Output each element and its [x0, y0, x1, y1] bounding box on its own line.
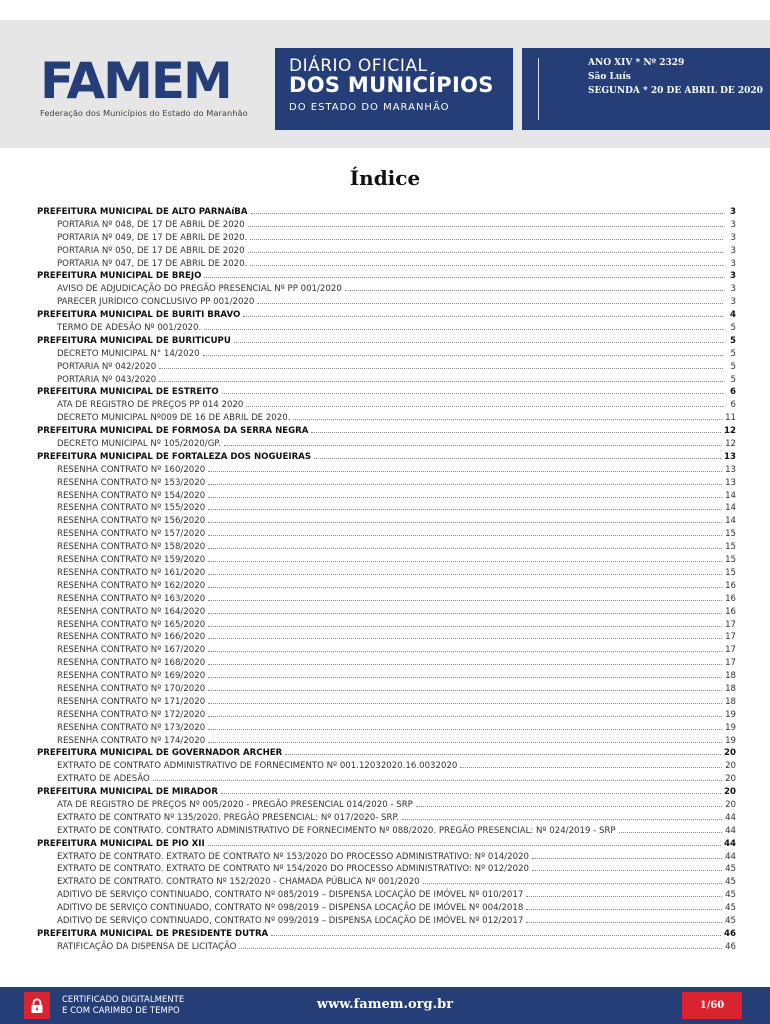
toc-page-number: 45 — [725, 890, 736, 901]
website-link[interactable]: www.famem.org.br — [316, 997, 454, 1012]
toc-section-label: PREFEITURA MUNICIPAL DE ESTREITO — [37, 387, 219, 398]
toc-entry-label: EXTRATO DE CONTRATO. CONTRATO ADMINISTRATIVO DE FORNECIMENTO Nº 088/2020. PREGÃO PRESENCIAL: Nº 024/2019 - SRP — [57, 825, 616, 836]
dot-leader — [208, 722, 722, 730]
toc-entry-label: RESENHA CONTRATO Nº 158/2020 — [57, 542, 206, 553]
dot-leader — [208, 477, 722, 485]
dot-leader — [208, 580, 722, 588]
toc-page-number: 20 — [724, 748, 736, 759]
toc-page-number: 15 — [725, 542, 736, 553]
toc-entry-label: RESENHA CONTRATO Nº 167/2020 — [57, 645, 206, 656]
dot-leader — [423, 876, 723, 884]
toc-page-number: 5 — [730, 374, 736, 385]
toc-page-number: 20 — [724, 787, 736, 798]
famem-logo — [40, 52, 250, 118]
logo-subtitle: Federação dos Municípios do Estado do Maranhão — [40, 108, 248, 118]
toc-page-number: 19 — [725, 722, 736, 733]
dot-leader — [208, 528, 722, 536]
dot-leader — [402, 812, 722, 820]
dot-leader — [311, 425, 721, 433]
toc-entry-label: TERMO DE ADESÃO Nº 001/2020. — [57, 323, 202, 334]
toc-page-number: 15 — [725, 567, 736, 578]
toc-entry-label: DECRETO MUNICIPAL Nº 105/2020/GP. — [57, 439, 221, 450]
dot-leader — [251, 206, 723, 214]
edition-number: ANO XIV * Nº 2329 — [588, 58, 685, 68]
dot-leader — [221, 786, 721, 794]
toc-entry-row[interactable] — [37, 580, 736, 593]
toc-entry-label: RESENHA CONTRATO Nº 171/2020 — [57, 696, 206, 707]
toc-entry-label: EXTRATO DE CONTRATO Nº 135/2020. PREGÃO PRESENCIAL: Nº 017/2020- SRP. — [57, 812, 400, 823]
toc-entry-row[interactable] — [37, 825, 736, 838]
toc-page-number: 12 — [724, 426, 736, 437]
toc-entry-row[interactable] — [37, 399, 736, 412]
dot-leader — [248, 219, 723, 227]
dot-leader — [208, 619, 722, 627]
journal-title — [275, 48, 513, 130]
toc-entry-label: RESENHA CONTRATO Nº 159/2020 — [57, 555, 206, 566]
toc-entry-row[interactable] — [37, 696, 736, 709]
toc-entry-label: RESENHA CONTRATO Nº 173/2020 — [57, 722, 206, 733]
toc-entry-row[interactable] — [37, 322, 736, 335]
dot-leader — [204, 270, 723, 278]
toc-page-number: 14 — [725, 516, 736, 527]
dot-leader — [208, 644, 722, 652]
toc-entry-row[interactable] — [37, 541, 736, 554]
toc-entry-row[interactable] — [37, 374, 736, 387]
dot-leader — [526, 902, 722, 910]
toc-section-label: PREFEITURA MUNICIPAL DE BURITI BRAVO — [37, 310, 241, 321]
toc-entry-label: RESENHA CONTRATO Nº 162/2020 — [57, 580, 206, 591]
toc-entry-row[interactable] — [37, 438, 736, 451]
dot-leader — [222, 386, 723, 394]
toc-entry-row[interactable] — [37, 902, 736, 915]
toc-section-label: PREFEITURA MUNICIPAL DE GOVERNADOR ARCHER — [37, 748, 283, 759]
dot-leader — [208, 593, 722, 601]
dot-leader — [208, 567, 722, 575]
toc-page-number: 19 — [725, 709, 736, 720]
toc-page-number: 45 — [725, 864, 736, 875]
toc-page-number: 14 — [725, 490, 736, 501]
toc-entry-row[interactable] — [37, 502, 736, 515]
dot-leader — [159, 374, 723, 382]
toc-section-row[interactable] — [37, 786, 736, 799]
toc-page-number: 6 — [730, 400, 736, 411]
title-line-3: DO ESTADO DO MARANHÃO — [289, 102, 450, 113]
toc-entry-label: PORTARIA Nº 042/2020 — [57, 361, 157, 372]
toc-entry-row[interactable] — [37, 657, 736, 670]
toc-entry-row[interactable] — [37, 683, 736, 696]
dot-leader — [250, 232, 723, 240]
toc-entry-label: RESENHA CONTRATO Nº 172/2020 — [57, 709, 206, 720]
toc-entry-label: RATIFICAÇÃO DA DISPENSA DE LICITAÇÃO — [57, 941, 237, 952]
toc-entry-label: EXTRATO DE CONTRATO ADMINISTRATIVO DE FORNECIMENTO Nº 001.12032020.16.0032020 — [57, 761, 458, 772]
masthead — [0, 20, 770, 148]
toc-entry-row[interactable] — [37, 361, 736, 374]
toc-page-number: 5 — [730, 348, 736, 359]
dot-leader — [208, 683, 722, 691]
toc-page-number: 6 — [730, 387, 736, 398]
toc-section-label: PREFEITURA MUNICIPAL DE ALTO PARNAíBA — [37, 207, 248, 217]
edition-date: SEGUNDA * 20 DE ABRIL DE 2020 — [588, 86, 763, 96]
toc-entry-label: RESENHA CONTRATO Nº 174/2020 — [57, 735, 206, 746]
toc-page-number: 3 — [730, 258, 736, 269]
toc-section-label: PREFEITURA MUNICIPAL DE PRESIDENTE DUTRA — [37, 928, 269, 939]
dot-leader — [285, 747, 721, 755]
toc-page-number: 5 — [730, 323, 736, 334]
dot-leader — [208, 709, 722, 717]
dot-leader — [234, 335, 723, 343]
toc-entry-row[interactable] — [37, 283, 736, 296]
toc-entry-row[interactable] — [37, 619, 736, 632]
toc-entry-row[interactable] — [37, 528, 736, 541]
toc-entry-label: PORTARIA Nº 043/2020 — [57, 374, 157, 385]
toc-entry-row[interactable] — [37, 670, 736, 683]
dot-leader — [619, 825, 722, 833]
dot-leader — [345, 283, 723, 291]
toc-page-number: 44 — [725, 812, 736, 823]
toc-entry-row[interactable] — [37, 851, 736, 864]
toc-entry-row[interactable] — [37, 863, 736, 876]
toc-page-number: 16 — [725, 593, 736, 604]
toc-entry-label: PORTARIA Nº 049, DE 17 DE ABRIL DE 2020. — [57, 232, 248, 243]
toc-page-number: 14 — [725, 503, 736, 514]
toc-page-number: 5 — [730, 361, 736, 372]
toc-entry-label: RESENHA CONTRATO Nº 169/2020 — [57, 671, 206, 682]
toc-entry-row[interactable] — [37, 593, 736, 606]
toc-page-number: 45 — [725, 903, 736, 914]
dot-leader — [250, 258, 723, 266]
toc-entry-label: ATA DE REGISTRO DE PREÇOS Nº 005/2020 - PREGÃO PRESENCIAL 014/2020 - SRP — [57, 799, 413, 810]
toc-page-number: 17 — [725, 619, 736, 630]
dot-leader — [208, 631, 722, 639]
famem-logo-wordmark: FAMEM — [40, 52, 231, 110]
title-line-2: DOS MUNICÍPIOS — [289, 73, 494, 97]
dot-leader — [532, 851, 722, 859]
dot-leader — [208, 515, 722, 523]
toc-page-number: 4 — [730, 310, 736, 321]
toc-section-row[interactable] — [37, 386, 736, 399]
toc-page-number: 19 — [725, 735, 736, 746]
toc-page-number: 16 — [725, 580, 736, 591]
dot-leader — [314, 451, 721, 459]
header-divider — [538, 58, 539, 120]
toc-page-number: 11 — [725, 413, 736, 424]
toc-section-row[interactable] — [37, 747, 736, 760]
toc-section-label: PREFEITURA MUNICIPAL DE FORTALEZA DOS NOGUEIRAS — [37, 451, 312, 462]
dot-leader — [526, 889, 722, 897]
toc-page-number: 13 — [725, 477, 736, 488]
dot-leader — [526, 915, 722, 923]
toc-page-number: 12 — [725, 439, 736, 450]
toc-page-number: 3 — [730, 284, 736, 295]
toc-section-label: PREFEITURA MUNICIPAL DE FORMOSA DA SERRA NEGRA — [37, 426, 309, 437]
toc-page-number: 44 — [724, 838, 736, 849]
dot-leader — [224, 438, 722, 446]
toc-entry-label: RESENHA CONTRATO Nº 153/2020 — [57, 477, 206, 488]
dot-leader — [208, 670, 722, 678]
toc-section-row[interactable] — [37, 451, 736, 464]
certificate-line-1: CERTIFICADO DIGITALMENTE — [62, 995, 185, 1005]
toc-section-row[interactable] — [37, 270, 736, 283]
dot-leader — [246, 399, 723, 407]
toc-page-number: 3 — [730, 297, 736, 308]
page-number: 1/60 — [682, 992, 742, 1019]
certificate-line-2: E COM CARIMBO DE TEMPO — [62, 1006, 180, 1016]
dot-leader — [208, 838, 721, 846]
dot-leader — [239, 941, 722, 949]
toc-entry-row[interactable] — [37, 258, 736, 271]
toc-page-number: 3 — [730, 232, 736, 243]
toc-entry-label: RESENHA CONTRATO Nº 170/2020 — [57, 683, 206, 694]
dot-leader — [257, 296, 723, 304]
dot-leader — [159, 361, 723, 369]
toc-section-row[interactable] — [37, 425, 736, 438]
toc-page-number: 18 — [725, 696, 736, 707]
toc-entry-label: RESENHA CONTRATO Nº 156/2020 — [57, 516, 206, 527]
dot-leader — [208, 541, 722, 549]
dot-leader — [293, 412, 722, 420]
toc-section-label: PREFEITURA MUNICIPAL DE MIRADOR — [37, 787, 218, 798]
toc-entry-label: RESENHA CONTRATO Nº 161/2020 — [57, 567, 206, 578]
toc-entry-row[interactable] — [37, 477, 736, 490]
edition-info — [588, 56, 763, 98]
dot-leader — [208, 696, 722, 704]
toc-entry-row[interactable] — [37, 722, 736, 735]
toc-entry-label: EXTRATO DE ADESÃO — [57, 774, 150, 785]
toc-entry-label: PORTARIA Nº 050, DE 17 DE ABRIL DE 2020 — [57, 245, 245, 256]
toc-page-number: 13 — [724, 451, 736, 462]
toc-page-number: 15 — [725, 529, 736, 540]
toc-page-number: 5 — [730, 335, 736, 346]
toc-page-number: 17 — [725, 632, 736, 643]
dot-leader — [204, 322, 723, 330]
page-title: Índice — [349, 166, 421, 190]
toc-entry-label: ATA DE REGISTRO DE PREÇOS PP 014 2020 — [57, 400, 244, 411]
toc-page-number: 16 — [725, 606, 736, 617]
toc-page-number: 18 — [725, 671, 736, 682]
dot-leader — [208, 464, 722, 472]
toc-section-row[interactable] — [37, 928, 736, 941]
toc-entry-label: PORTARIA Nº 048, DE 17 DE ABRIL DE 2020 — [57, 219, 245, 230]
toc-entry-row[interactable] — [37, 915, 736, 928]
toc-entry-label: DECRETO MUNICIPAL Nº009 DE 16 DE ABRIL DE 2020. — [57, 413, 291, 424]
toc-page-number: 3 — [730, 219, 736, 230]
toc-entry-label: EXTRATO DE CONTRATO. CONTRATO Nº 152/2020 - CHAMADA PÚBLICA Nº 001/2020 — [57, 877, 420, 888]
toc-page-number: 17 — [725, 645, 736, 656]
toc-entry-label: RESENHA CONTRATO Nº 166/2020 — [57, 632, 206, 643]
dot-leader — [208, 554, 722, 562]
toc-entry-label: PORTARIA Nº 047, DE 17 DE ABRIL DE 2020. — [57, 258, 248, 269]
toc-entry-row[interactable] — [37, 296, 736, 309]
toc-page-number: 45 — [725, 915, 736, 926]
toc-entry-row[interactable] — [37, 773, 736, 786]
toc-entry-row[interactable] — [37, 606, 736, 619]
toc-entry-row[interactable] — [37, 490, 736, 503]
toc-section-row[interactable] — [37, 335, 736, 348]
toc-entry-label: RESENHA CONTRATO Nº 163/2020 — [57, 593, 206, 604]
toc-entry-row[interactable] — [37, 889, 736, 902]
dot-leader — [208, 657, 722, 665]
toc-page-number: 18 — [725, 683, 736, 694]
toc-entry-label: RESENHA CONTRATO Nº 168/2020 — [57, 658, 206, 669]
toc-entry-label: RESENHA CONTRATO Nº 157/2020 — [57, 529, 206, 540]
toc-entry-row[interactable] — [37, 219, 736, 232]
toc-entry-row[interactable] — [37, 567, 736, 580]
dot-leader — [203, 348, 723, 356]
toc-page-number: 17 — [725, 658, 736, 669]
dot-leader — [208, 490, 722, 498]
toc-entry-row[interactable] — [37, 554, 736, 567]
toc-entry-label: EXTRATO DE CONTRATO. EXTRATO DE CONTRATO Nº 154/2020 DO PROCESSO ADMINISTRATIVO: Nº 012/2020 — [57, 864, 530, 875]
toc-entry-row[interactable] — [37, 876, 736, 889]
toc-page-number: 20 — [725, 799, 736, 810]
toc-page-number: 20 — [725, 761, 736, 772]
toc-entry-row[interactable] — [37, 760, 736, 773]
toc-section-row[interactable] — [37, 838, 736, 851]
toc-page-number: 45 — [725, 877, 736, 888]
toc-entry-row[interactable] — [37, 799, 736, 812]
toc-page-number: 46 — [724, 928, 736, 939]
toc-entry-label: ADITIVO DE SERVIÇO CONTINUADO, CONTRATO Nº 098/2019 – DISPENSA LOCAÇÃO DE IMÓVEL Nº 004/2018 — [57, 903, 524, 914]
toc-entry-label: RESENHA CONTRATO Nº 164/2020 — [57, 606, 206, 617]
toc-entry-row[interactable] — [37, 232, 736, 245]
toc-entry-row[interactable] — [37, 735, 736, 748]
toc-page-number: 3 — [730, 245, 736, 256]
toc-page-number: 44 — [725, 851, 736, 862]
toc-entry-row[interactable] — [37, 709, 736, 722]
toc-page-number: 44 — [725, 825, 736, 836]
toc-section-row[interactable] — [37, 206, 736, 219]
dot-leader — [271, 928, 721, 936]
table-of-contents — [37, 206, 736, 954]
toc-entry-row[interactable] — [37, 515, 736, 528]
toc-entry-label: PARECER JURÍDICO CONCLUSIVO PP 001/2020 — [57, 297, 255, 308]
dot-leader — [532, 863, 722, 871]
toc-page-number: 13 — [725, 464, 736, 475]
dot-leader — [243, 309, 723, 317]
toc-page-number: 46 — [725, 941, 736, 952]
toc-entry-label: RESENHA CONTRATO Nº 155/2020 — [57, 503, 206, 514]
toc-entry-row[interactable] — [37, 348, 736, 361]
toc-section-row[interactable] — [37, 309, 736, 322]
toc-entry-label: RESENHA CONTRATO Nº 154/2020 — [57, 490, 206, 501]
dot-leader — [208, 606, 722, 614]
toc-section-label: PREFEITURA MUNICIPAL DE BURITICUPU — [37, 335, 231, 346]
toc-entry-row[interactable] — [37, 644, 736, 657]
dot-leader — [208, 502, 722, 510]
dot-leader — [153, 773, 722, 781]
dot-leader — [460, 760, 722, 768]
toc-entry-label: RESENHA CONTRATO Nº 160/2020 — [57, 464, 206, 475]
toc-entry-row[interactable] — [37, 941, 736, 954]
toc-entry-row[interactable] — [37, 631, 736, 644]
edition-city: São Luís — [588, 72, 631, 82]
toc-page-number: 3 — [730, 271, 736, 282]
dot-leader — [248, 245, 723, 253]
toc-entry-row[interactable] — [37, 245, 736, 258]
toc-page-number: 3 — [730, 207, 736, 217]
dot-leader — [208, 735, 722, 743]
toc-entry-label: DECRETO MUNICIPAL N° 14/2020 — [57, 348, 200, 359]
toc-entry-label: ADITIVO DE SERVIÇO CONTINUADO, CONTRATO Nº 099/2019 – DISPENSA LOCAÇÃO DE IMÓVEL Nº 012/2017 — [57, 915, 524, 926]
toc-entry-label: AVISO DE ADJUDICAÇÃO DO PREGÃO PRESENCIAL Nº PP 001/2020 — [57, 284, 342, 295]
dot-leader — [416, 799, 722, 807]
title-line-1: DIÁRIO OFICIAL — [289, 56, 428, 76]
toc-page-number: 20 — [725, 774, 736, 785]
toc-entry-row[interactable] — [37, 412, 736, 425]
toc-entry-row[interactable] — [37, 464, 736, 477]
toc-section-label: PREFEITURA MUNICIPAL DE BREJO — [37, 271, 202, 282]
toc-entry-label: ADITIVO DE SERVIÇO CONTINUADO, CONTRATO Nº 085/2019 – DISPENSA LOCAÇÃO DE IMÓVEL Nº 010/2017 — [57, 890, 524, 901]
toc-entry-row[interactable] — [37, 812, 736, 825]
toc-entry-label: RESENHA CONTRATO Nº 165/2020 — [57, 619, 206, 630]
toc-section-label: PREFEITURA MUNICIPAL DE PIO XII — [37, 838, 205, 849]
toc-entry-label: EXTRATO DE CONTRATO. EXTRATO DE CONTRATO Nº 153/2020 DO PROCESSO ADMINISTRATIVO: Nº 014/2020 — [57, 851, 530, 862]
toc-page-number: 15 — [725, 555, 736, 566]
footer — [0, 987, 770, 1024]
